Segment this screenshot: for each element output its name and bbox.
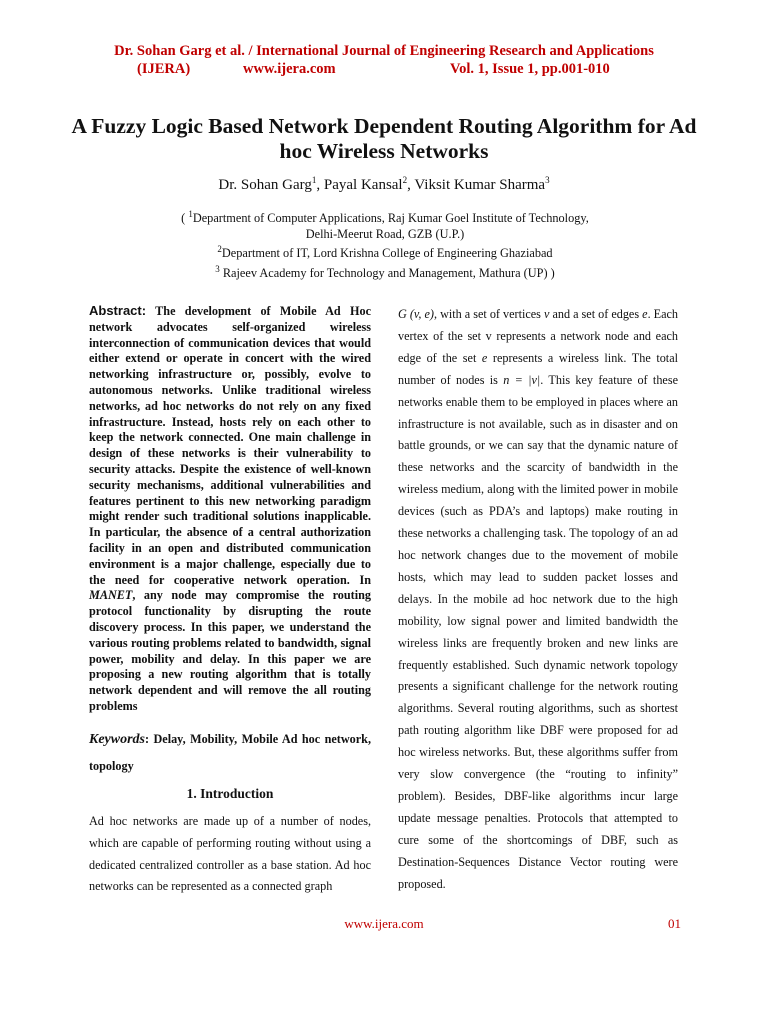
- body-text-run: , with a set of vertices: [433, 307, 544, 321]
- author-affiliation-mark: 1: [311, 175, 317, 185]
- running-header: [0, 42, 768, 78]
- body-text-run: . Each vertex of the set v represents a network node and each edge of the set: [398, 307, 679, 365]
- abstract-text: The development of Mobile Ad Hoc network advocates self-organized wireless interconnection of communication devices that would either extend or operate in concert with the wired networking infrastructure or, possibly, evolve to autonomous networks. Unlike traditional wireless networks, ad hoc networks do not rely on any fixed infrastructure. Instead, hosts rely on each other to keep the network connected. One main challenge in design of these networks is their vulnerability to security attacks. Despite the existence of well-known security mechanisms, additional vulnerabilities and features pertinent to this new networking paradigm might render such traditional solutions inapplicable. In particular, the absence of a central authorization facility in an open and distributed communication environment is a major challenge, especially due to the need for cooperative network operation. In: [89, 304, 371, 587]
- keywords-colon: :: [145, 731, 150, 746]
- affiliation-3: [130, 262, 640, 282]
- journal-abbrev: (IJERA): [137, 61, 191, 77]
- author-affiliation-mark: 3: [545, 175, 550, 185]
- abstract-manet-term: MANET: [89, 588, 133, 603]
- header-website-link[interactable]: www.ijera.com: [243, 61, 336, 77]
- affiliation-mark: 2: [217, 244, 222, 255]
- header-line-1: Dr. Sohan Garg et al. / International Journal of Engineering Research and Applications: [114, 43, 654, 59]
- author-list: Dr. Sohan Garg$^1$, Payal Kansal$^2$, Viksit Kumar Sharma$^3$: [218, 175, 550, 193]
- author-affiliation-mark: 2: [402, 175, 408, 185]
- page-number: 01: [668, 916, 681, 931]
- abstract-text-cont: , any node may compromise the routing protocol functionality by disrupting the route discovery process. In this paper, we understand the various routing problems related to bandwidth, signal power, mobility and delay. In this paper we are proposing a new routing algorithm that is totally network dependent and will remove the all routing problems: [89, 588, 371, 713]
- abstract-label: Abstract:: [89, 303, 147, 318]
- affiliation-1: [130, 207, 640, 227]
- header-line-2: [0, 60, 768, 78]
- math-symbol: e: [481, 350, 488, 365]
- body-text-run: and a set of edges: [549, 307, 643, 321]
- body-text-run: represents a wireless link. The total number of nodes is: [398, 350, 678, 387]
- introduction-paragraph: Ad hoc networks are made up of a number of nodes, which are capable of performing routing without using a dedicated centralized controller as a base station. Ad hoc networks can be represented as a connected graph: [89, 813, 371, 894]
- paper-title: A Fuzzy Logic Based Network Dependent Routing Algorithm for Ad hoc Wireless Networks: [71, 114, 697, 163]
- keywords-text: Delay, Mobility, Mobile Ad hoc network, topology: [89, 731, 371, 773]
- affiliation-text: Department of Computer Applications, Raj Kumar Goel Institute of Technology,: [192, 211, 589, 226]
- footer-website-link[interactable]: www.ijera.com: [344, 916, 424, 931]
- affiliation-2: [130, 242, 640, 262]
- affiliation-mark: 1: [188, 209, 193, 219]
- affiliation-open-paren: (: [181, 211, 189, 226]
- right-column: [398, 304, 678, 895]
- math-formula: n = |v|: [503, 372, 541, 387]
- introduction-paragraph-cont: [398, 304, 678, 895]
- affiliation-text: Rajeev Academy for Technology and Management, Mathura (UP) ): [219, 265, 555, 280]
- affiliation-mark: 3: [215, 263, 220, 274]
- left-column: [89, 303, 371, 898]
- volume-info: Vol. 1, Issue 1, pp.001-010: [450, 61, 610, 77]
- graph-notation: G (v, e): [398, 307, 434, 321]
- affiliation-1-cont: Delhi-Meerut Road, GZB (U.P.): [305, 226, 465, 241]
- affiliations: [130, 207, 640, 281]
- section-heading-introduction: 1. Introduction: [186, 785, 274, 801]
- body-text-run: . This key feature of these networks enable them to be employed in places where an infrastructure is not available, such as in disaster and on battle grounds, or we can say that the dynamic nature of these networks and the scarcity of bandwidth in the wireless medium, along with the limited power in mobile devices (such as PDA’s and laptops) make routing in these networks a challenging task. The topology of an ad hoc network changes due to the movement of mobile hosts, which may lead to sudden packet losses and delays. In the mobile ad hoc network due to the high mobility, low signal power and limited bandwidth the wireless links are frequently broken and new links are frequently established. Such dynamic network topology presents a significant challenge for the network routing algorithms. Several routing algorithms, such as shortest path routing algorithm like DBF were proposed for ad hoc wireless networks. But, these algorithms suffer from very slow convergence (the “routing to infinity” problem). Besides, DBF-like algorithms incur large update message penalties. Protocols that attempted to cure some of the shortcomings of DBF, such as Destination-Sequences Distance Vector routing were proposed.: [398, 372, 678, 891]
- math-symbol: e: [642, 307, 648, 321]
- author-name: Viksit Kumar Sharma: [414, 177, 546, 193]
- math-symbol: v: [543, 307, 550, 321]
- keywords-label: Keywords: [89, 731, 145, 747]
- author-name: Payal Kansal: [323, 177, 403, 193]
- affiliation-text: Department of IT, Lord Krishna College of Engineering Ghaziabad: [221, 246, 553, 261]
- keywords: [89, 726, 371, 780]
- author-name: Dr. Sohan Garg: [218, 177, 312, 193]
- abstract: [89, 303, 371, 715]
